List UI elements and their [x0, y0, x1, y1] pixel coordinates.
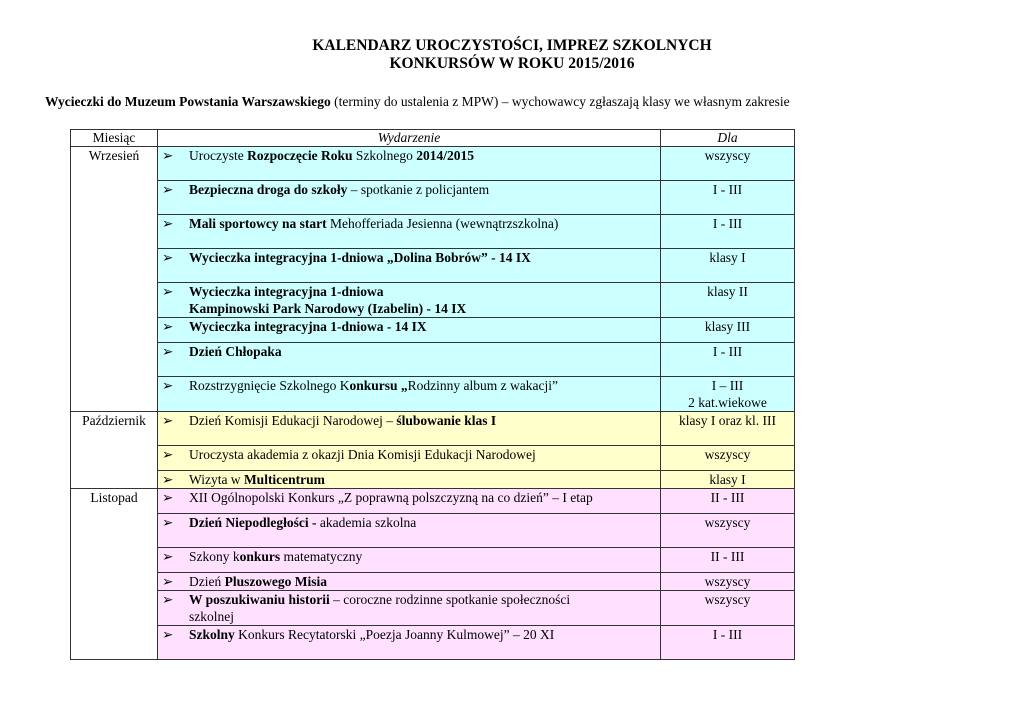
for-cell: I - III	[661, 626, 795, 660]
arrow-bullet-icon: ➢	[162, 592, 174, 607]
table-row	[71, 283, 795, 318]
arrow-bullet-icon: ➢	[162, 549, 174, 564]
table-row	[71, 412, 795, 446]
title-line-2: KONKURSÓW W ROKU 2015/2016	[389, 55, 635, 72]
event-cell: ➢ Uroczyste Rozpoczęcie Roku Szkolnego 2014/2015	[158, 147, 661, 181]
for-cell: klasy III	[661, 318, 795, 343]
table-row	[71, 446, 795, 471]
for-cell: wszyscy	[661, 147, 795, 181]
arrow-bullet-icon: ➢	[162, 284, 174, 299]
table-row	[71, 249, 795, 283]
for-cell: I – III 2 kat.wiekowe	[661, 377, 795, 412]
header-event: Wydarzenie	[158, 130, 661, 147]
arrow-bullet-icon: ➢	[162, 515, 174, 530]
event-cell: ➢ Wycieczka integracyjna 1-dniowa Kampinowski Park Narodowy (Izabelin) - 14 IX	[158, 283, 661, 318]
event-cell: ➢ Rozstrzygnięcie Szkolnego Konkursu „Rodzinny album z wakacji”	[158, 377, 661, 412]
arrow-bullet-icon: ➢	[162, 378, 174, 393]
event-cell: ➢ Szkolny Konkurs Recytatorski „Poezja Joanny Kulmowej” – 20 XI	[158, 626, 661, 660]
for-cell: I - III	[661, 343, 795, 377]
arrow-bullet-icon: ➢	[162, 319, 174, 334]
table-row	[71, 147, 795, 181]
table-row	[71, 181, 795, 215]
event-cell: ➢ Uroczysta akademia z okazji Dnia Komisji Edukacji Narodowej	[158, 446, 661, 471]
arrow-bullet-icon: ➢	[162, 413, 174, 428]
header-for: Dla	[661, 130, 795, 147]
table-row	[71, 548, 795, 573]
event-cell: ➢ Dzień Pluszowego Misia	[158, 573, 661, 591]
title-line-1: KALENDARZ UROCZYSTOŚCI, IMPREZ SZKOLNYCH	[312, 37, 712, 54]
arrow-bullet-icon: ➢	[162, 344, 174, 359]
for-cell: wszyscy	[661, 514, 795, 548]
event-cell: ➢ Bezpieczna droga do szkoły – spotkanie z policjantem	[158, 181, 661, 215]
month-wrzesien: Wrzesień	[71, 147, 158, 412]
table-row	[71, 343, 795, 377]
table-row	[71, 489, 795, 514]
arrow-bullet-icon: ➢	[162, 574, 174, 589]
header-month: Miesiąc	[71, 130, 158, 147]
month-pazdziernik: Październik	[71, 412, 158, 489]
table-row	[71, 318, 795, 343]
arrow-bullet-icon: ➢	[162, 250, 174, 265]
intro-text	[45, 94, 790, 110]
event-cell: ➢ Wycieczka integracyjna 1-dniowa - 14 IX	[158, 318, 661, 343]
for-cell: II - III	[661, 548, 795, 573]
arrow-bullet-icon: ➢	[162, 182, 174, 197]
for-cell: I - III	[661, 215, 795, 249]
intro-rest: (terminy do ustalenia z MPW) – wychowawcy zgłaszają klasy we własnym zakresie	[330, 94, 790, 109]
arrow-bullet-icon: ➢	[162, 472, 174, 487]
event-cell: ➢ Wizyta w Multicentrum	[158, 471, 661, 489]
event-cell: ➢ Mali sportowcy na start Mehofferiada Jesienna (wewnątrzszkolna)	[158, 215, 661, 249]
arrow-bullet-icon: ➢	[162, 447, 174, 462]
event-cell: ➢ Wycieczka integracyjna 1-dniowa „Dolina Bobrów” - 14 IX	[158, 249, 661, 283]
event-cell: ➢ Dzień Niepodległości - akademia szkolna	[158, 514, 661, 548]
event-cell: ➢ XII Ogólnopolski Konkurs „Z poprawną polszczyzną na co dzień” – I etap	[158, 489, 661, 514]
for-cell: I - III	[661, 181, 795, 215]
arrow-bullet-icon: ➢	[162, 148, 174, 163]
table-header-row	[71, 130, 795, 147]
events-table	[70, 129, 795, 660]
for-cell: klasy II	[661, 283, 795, 318]
arrow-bullet-icon: ➢	[162, 490, 174, 505]
event-cell: ➢ Szkony konkurs matematyczny	[158, 548, 661, 573]
month-listopad: Listopad	[71, 489, 158, 660]
for-cell: klasy I	[661, 471, 795, 489]
table-row	[71, 626, 795, 660]
intro-bold: Wycieczki do Muzeum Powstania Warszawskiego	[45, 94, 331, 109]
table-row	[71, 591, 795, 626]
table-row	[71, 377, 795, 412]
event-cell: ➢ W poszukiwaniu historii – coroczne rodzinne spotkanie społeczności szkolnej	[158, 591, 661, 626]
arrow-bullet-icon: ➢	[162, 627, 174, 642]
for-cell: II - III	[661, 489, 795, 514]
for-cell: wszyscy	[661, 446, 795, 471]
for-cell: klasy I	[661, 249, 795, 283]
table-row	[71, 471, 795, 489]
for-cell: wszyscy	[661, 591, 795, 626]
for-cell: wszyscy	[661, 573, 795, 591]
event-cell: ➢ Dzień Chłopaka	[158, 343, 661, 377]
for-cell: klasy I oraz kl. III	[661, 412, 795, 446]
arrow-bullet-icon: ➢	[162, 216, 174, 231]
event-cell: ➢ Dzień Komisji Edukacji Narodowej – ślubowanie klas I	[158, 412, 661, 446]
table-row	[71, 573, 795, 591]
table-row	[71, 514, 795, 548]
table-row	[71, 215, 795, 249]
